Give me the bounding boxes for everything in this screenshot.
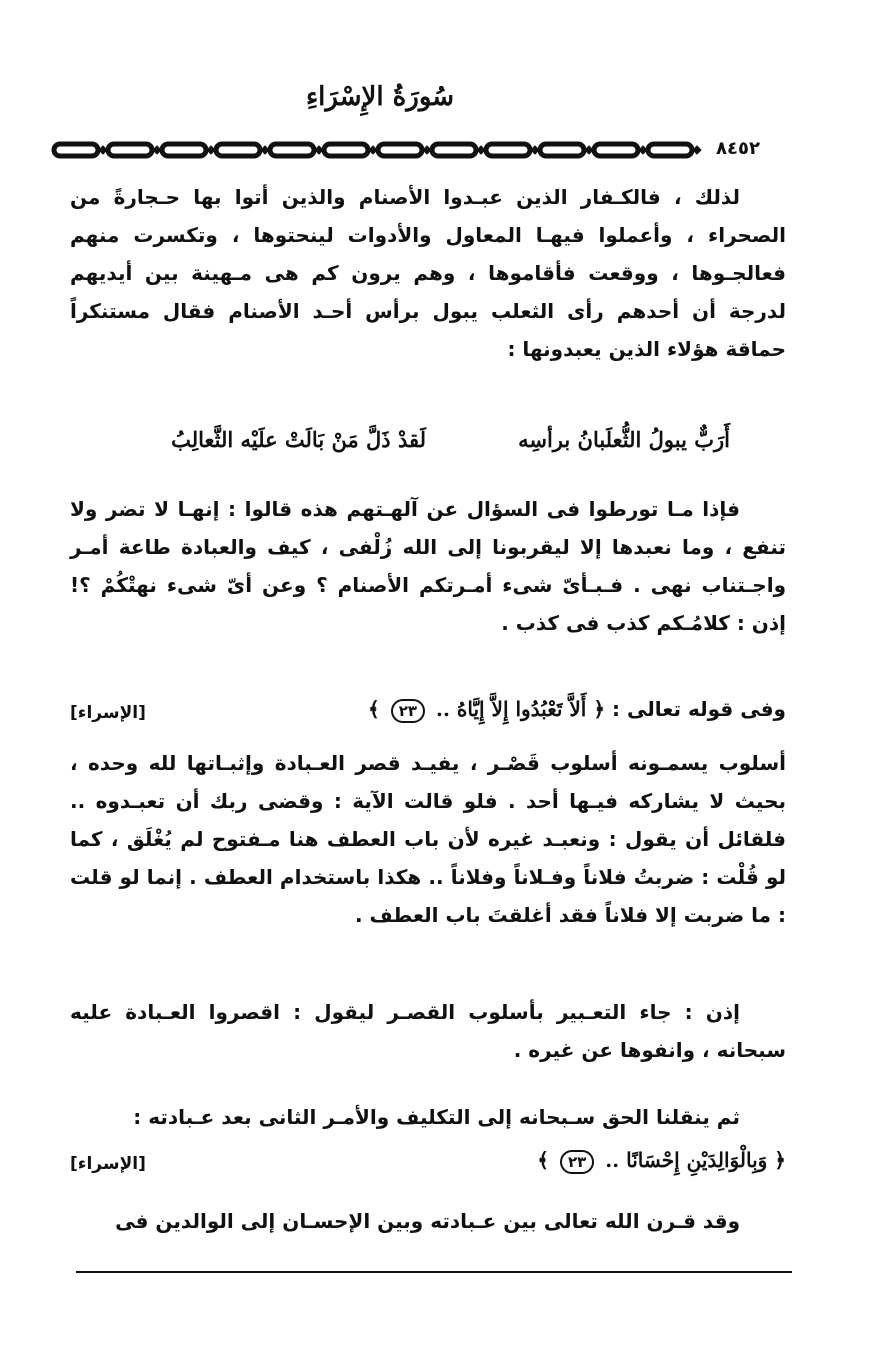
verse-hemistich-left: لَقدْ ذَلَّ مَنْ بَالَتْ علَيْه الثَّعالِبُ: [171, 427, 426, 452]
chain-link: [378, 144, 422, 156]
paragraph-6-text: وقد قـرن الله تعالى بين عـبادته وبين الإحسـان إلى الوالدين فى: [115, 1209, 740, 1233]
chain-link: [324, 144, 368, 156]
paragraph-3-text: أسلوب يسمـونه أسلوب قَصْـر ، يفيـد قصر العـبادة وإثبـاتها لله وحده ، بحيث لا يشاركه فيـها أحد . فلو قالت الآية : وقضى ربك أن تعبـدوه .. فلقائل أن يقول : ونعبـد غيره لأن باب العطف هنا مـفتوح لم يُغْلَق ، كما لو قُلْت : ضربتُ فلاناً وفـلاناً وفلاناً .. هكذا باستخدام العطف . إنما لو قلت : ما ضربت إلا فلاناً فقد أغلقتَ باب العطف .: [70, 751, 786, 927]
verse-hemistich-right: أَرَبٌّ يبولُ الثُّعلَبانُ برأسِه: [518, 427, 730, 452]
chain-link: [486, 144, 530, 156]
paragraph-2-text: فإذا مـا تورطوا فى السؤال عن آلهـتهم هذه قالوا : إنهـا لا تضر ولا تنفع ، وما نعبدها إلا ليقربونا إلى الله زُلْفى ، كيف والعبادة طاعة أمـر واجـتناب نهى . فـبـأىّ شىء أمـرتكم الأصنام ؟ وعن أىّ شىء نهتْكُمْ ؟! إذن : كلامُـكم كذب فى كذب .: [70, 497, 786, 635]
chain-link: [216, 144, 260, 156]
paragraph-1-text: لذلك ، فالكـفار الذين عبـدوا الأصنام والذين أتوا بها حـجارةً من الصحراء ، وأعملوا فيهـا المعاول والأدوات لينحتوها ، وتكسرت منهم فعالجـوها ، ووقعت فأقاموها ، وهم يرون كم هى مـهينة بين أيديهم لدرجة أن أحدهم رأى الثعلب يبول برأس أحـد الأصنام فقال مستنكراً حماقة هؤلاء الذين يعبدونها :: [70, 185, 786, 361]
footer-rule: [76, 1271, 792, 1273]
quran-quote-1: [70, 690, 786, 728]
paragraph-1: [70, 178, 786, 368]
ayah-number: ٢٣: [391, 699, 425, 723]
quran-quote-2: [70, 1141, 786, 1179]
paragraph-6: [70, 1202, 786, 1240]
ornate-bracket-close: ﴾: [368, 697, 380, 721]
chain-link: [162, 144, 206, 156]
paragraph-4: [70, 993, 786, 1069]
chain-link: [270, 144, 314, 156]
ayah-number: ٢٣: [560, 1150, 594, 1174]
paragraph-5-text: ثم ينقلنا الحق سـبحانه إلى التكليف والأمـر الثانى بعد عـبادته :: [133, 1105, 740, 1129]
surah-reference: [الإسراء]: [70, 703, 146, 723]
chain-link: [594, 144, 638, 156]
paragraph-4-text: إذن : جاء التعـبير بأسلوب القصـر ليقول : اقصروا العـبادة عليه سبحانه ، وانفوها عن غيره .: [70, 1000, 786, 1062]
surah-title: سُورَةُ الإِسْرَاءِ: [305, 82, 455, 112]
chain-diamond: [693, 146, 701, 154]
paragraph-3: [70, 744, 786, 934]
surah-reference: [الإسراء]: [70, 1154, 146, 1174]
chain-link: [108, 144, 152, 156]
ayah-text: أَلاَّ تَعْبُدُوا إِلاَّ إِيَّاهُ ..: [435, 697, 587, 721]
chain-link: [432, 144, 476, 156]
chain-link: [648, 144, 692, 156]
ornate-bracket-close: ﴾: [537, 1148, 549, 1172]
ornate-bracket-open: ﴿: [593, 697, 606, 721]
ornate-bracket-open: ﴿: [774, 1148, 786, 1172]
quote-intro: وفى قوله تعالى :: [612, 697, 786, 721]
paragraph-5: [70, 1098, 786, 1136]
chain-link: [54, 144, 98, 156]
ayah-text: وَبِالْوَالِدَيْنِ إِحْسَانًا ..: [605, 1148, 768, 1172]
decorative-border: [50, 136, 816, 164]
chain-link: [540, 144, 584, 156]
paragraph-2: [70, 490, 786, 642]
page-number: ٨٤٥٢: [708, 136, 768, 164]
